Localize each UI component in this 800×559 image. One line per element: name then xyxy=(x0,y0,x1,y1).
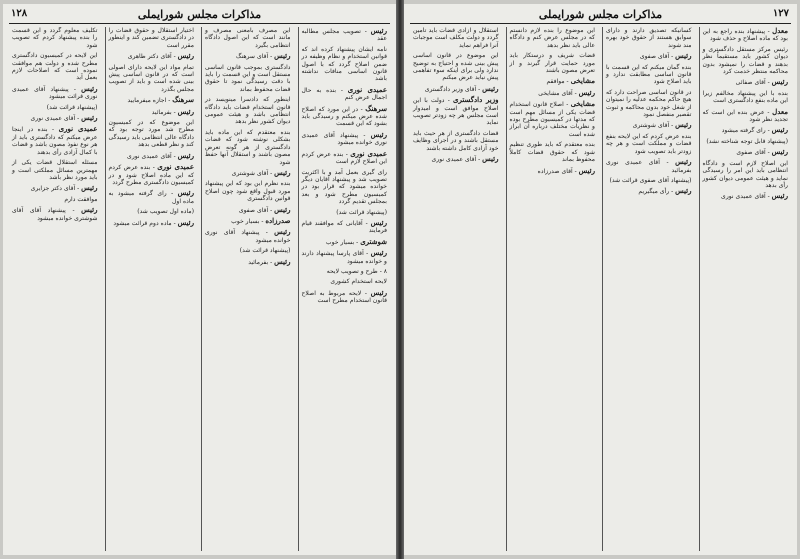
paragraph-text: دولت با این اصلاح موافق است و امیدوار است مجلس هر چه زودتر تصویب نماید xyxy=(413,97,499,127)
paragraph: رئیس - آقای صفائی xyxy=(735,77,788,87)
speaker-name: عمیدی نوری xyxy=(58,124,98,134)
paragraph: شوشتری - بسیار خوب xyxy=(325,236,387,246)
paragraph-text: بفرمائید xyxy=(151,108,172,116)
paragraph xyxy=(302,278,388,285)
paragraph: رئیس - آقایانی که موافقند قیام فرمایند xyxy=(301,217,387,235)
paragraph-text: لایحه استخدام کشوری xyxy=(330,278,387,286)
paragraph-text: این موضوع در قانون اساسی پیش بینی شده و احتیاج به توضیح ندارد ولی برای اینکه سوء تفاهمی پیش نیاید عرض میکنم xyxy=(413,52,499,82)
left-column-1 xyxy=(298,27,391,551)
paragraph: سرهنگ - در این مورد که اصلاح شده عرض میکنم و رسیدگی باید بشود که این قسمت xyxy=(301,103,387,128)
paragraph xyxy=(413,27,499,49)
paragraph: معدل - پیشنهاد بنده راجع به این بود که ماده اصلاح و حذف شود xyxy=(702,27,788,43)
paragraph xyxy=(12,159,98,181)
paragraph: رئیس - رای گرفته میشود به ماده اول xyxy=(108,188,194,205)
paragraph-text: آقای شوشتری xyxy=(632,122,670,130)
left-page-columns xyxy=(9,27,390,551)
paragraph: رئیس - آقای عمیدی نوری xyxy=(721,191,788,201)
paragraph-text: آقای شوشتری xyxy=(231,169,269,177)
paragraph xyxy=(12,27,98,49)
paragraph-text: موافقم xyxy=(546,78,565,86)
paragraph-text: در این مورد که اصلاح شده عرض میکنم و رسیدگی باید بشود که این قسمت xyxy=(301,105,387,128)
paragraph: رئیس - آقای مشایخی xyxy=(538,87,595,97)
paragraph: رئیس - بفرمائید xyxy=(248,256,291,266)
paragraph-text: آقای پارسا پیشنهاد دارند و خوانده میشود xyxy=(301,250,387,265)
paragraph: رئیس - پیشنهاد آقای نوری خوانده میشود xyxy=(205,227,291,244)
speaker-name: رئیس xyxy=(675,51,692,61)
paragraph-text: (پیشنهاد قابل توجه شناخته نشد) xyxy=(706,137,788,145)
paragraph-text: بنده در اینجا عرض میکنم که دادگستری باید از هر نوع نفوذ مصون باشد و قضات با کمال آزادی رأی بدهند xyxy=(12,126,98,156)
paragraph: مشایخی - اصلاح قانون استخدام قضات یکی از مسائل مهم است که مدتها در کمیسیون مطرح بوده و نظریات مختلف درباره آن ابراز شده است xyxy=(509,99,596,138)
paragraph xyxy=(12,104,98,111)
paragraph xyxy=(413,52,499,82)
speaker-name: رئیس xyxy=(274,51,291,61)
paragraph-text: رای گرفته میشود xyxy=(721,127,766,135)
speaker-name: رئیس xyxy=(578,165,595,175)
paragraph-text: رأی میگیریم xyxy=(638,188,670,196)
left-column-3 xyxy=(105,27,198,551)
paragraph-text: آقای مشایخی xyxy=(538,89,573,97)
speaker-name: رئیس xyxy=(771,147,788,157)
paragraph-text: مسئله استقلال قضات یکی از مهمترین مسائل مملکتی است و باید مورد نظر باشد xyxy=(12,159,98,181)
paragraph-text: بنده عرض کردم که این ماده اصلاح شود و در کمیسیون دادگستری مطرح گردد xyxy=(108,164,194,186)
speaker-name: رئیس xyxy=(274,167,291,177)
speaker-name: رئیس xyxy=(177,106,194,116)
paragraph-text: بسیار خوب xyxy=(231,217,260,225)
paragraph: رئیس - آقای دکتر طاهری xyxy=(127,51,194,61)
paragraph xyxy=(606,64,692,86)
paragraph: صدرزاده - بسیار خوب xyxy=(231,215,291,225)
paragraph-text: رئیس مرکز مستقل دادگستری و دیوان کشور باید مستقیماً نظر بدهند و قضات را نمیشود بدون محاکمه منتظر خدمت کرد xyxy=(702,45,788,76)
paragraph-text: (پیشنهاد قرائت شد) xyxy=(46,103,98,111)
paragraph-text: بفرمائید xyxy=(248,258,269,266)
paragraph-text: اجازه میفرمایید xyxy=(127,97,167,105)
paragraph-text: این مصرف بامعنی مصرف و مانند است که این اصول دادگاه انتظامی بگیرد xyxy=(205,27,291,49)
paragraph-text: عرض بنده این است که تجدید نظر شود xyxy=(702,108,788,124)
paragraph-text: آقای عمیدی نوری بفرمائید xyxy=(606,159,692,174)
paragraph-text: موافقت دارم xyxy=(64,195,98,203)
paragraph xyxy=(109,64,195,94)
paragraph: رئیس - آقای پارسا پیشنهاد دارند و خوانده میشود xyxy=(301,248,388,265)
speaker-name: رئیس xyxy=(482,83,499,93)
paragraph xyxy=(413,130,499,152)
paragraph-text: اصلاح قانون استخدام قضات یکی از مسائل مهم است که مدتها در کمیسیون مطرح بوده و نظریات مختلف درباره آن ابراز شده است xyxy=(509,101,595,138)
paragraph: مشایخی - موافقم xyxy=(546,76,595,86)
left-page xyxy=(3,4,396,555)
paragraph xyxy=(205,180,291,202)
paragraph-text: قضات شریف و درستکار باید مورد حمایت قرار گیرند و از تعرض مصون باشند xyxy=(509,52,595,75)
paragraph: عمیدی نوری - بنده در اینجا عرض میکنم که دادگستری باید از هر نوع نفوذ مصون باشد و قضات با کمال آزادی رأی بدهند xyxy=(12,124,98,156)
paragraph xyxy=(205,96,291,126)
right-column-4 xyxy=(410,27,502,551)
paragraph-text: دادگستری بموجب قانون اساسی مستقل است و این قسمت را باید با دقت رسیدگی نمود تا حقوق قضات محفوظ بماند xyxy=(205,63,291,93)
paragraph-text: آقای صدرزاده xyxy=(537,167,573,175)
binding-gutter xyxy=(396,0,404,559)
speaker-name: رئیس xyxy=(370,248,388,258)
speaker-name: رئیس xyxy=(370,287,387,297)
speaker-name: رئیس xyxy=(274,204,291,214)
speaker-name: عمیدی نوری xyxy=(347,84,387,94)
right-page-header xyxy=(410,7,791,24)
right-column-1 xyxy=(699,27,792,551)
paragraph-text: استقلال و آزادی قضات باید تأمین گردد و دولت مکلف است موجبات آنرا فراهم نماید xyxy=(413,27,499,49)
paragraph: رئیس - آقای شوشتری xyxy=(632,120,692,130)
paragraph xyxy=(703,90,789,105)
paragraph: رئیس - آقای شوشتری xyxy=(231,167,291,177)
paragraph-text: قضات دادگستری از هر حیث باید مستقل باشند و در اجرای وظایف خود آزادی کامل داشته باشند xyxy=(413,129,499,152)
paragraph-text: ماده دوم قرائت میشود xyxy=(113,219,172,227)
speaker-name: عمیدی نوری xyxy=(350,148,388,158)
paragraph: رئیس - تصویب مجلس مطالبه عقد xyxy=(301,27,387,43)
paragraph-text: آقای عمیدی نوری xyxy=(30,115,76,123)
paragraph-text: لایحه مربوط به اصلاح قانون استخدام مطرح است xyxy=(301,289,387,305)
paragraph: رئیس - آقای عمیدی نوری xyxy=(30,113,98,123)
paragraph: رئیس - آقای عمیدی نوری بفرمائید xyxy=(606,157,692,174)
paragraph: رئیس - آقای صفوی xyxy=(736,147,788,157)
paragraph xyxy=(302,268,388,275)
speaker-name: سرهنگ xyxy=(172,95,194,105)
paragraph: سرهنگ - اجازه میفرمایید xyxy=(127,95,194,105)
paragraph: رئیس - بفرمائید xyxy=(151,106,194,116)
paragraph xyxy=(703,46,789,76)
paragraph-text: آقای عمیدی نوری xyxy=(127,152,172,160)
speaker-name: شوشتری xyxy=(360,236,387,246)
paragraph: رئیس - پیشنهاد آقای آقای شوشتری خوانده میشود xyxy=(12,205,98,222)
speaker-name: رئیس xyxy=(274,227,291,237)
right-page-columns xyxy=(410,27,791,551)
paragraph: عمیدی نوری - بنده به حال اجمال عرض کنم xyxy=(301,84,387,102)
paragraph xyxy=(703,160,789,190)
paragraph-text: این موضوع را بنده لازم دانستم که در مجلس عرض کنم و دادگاه عالی باید نظر بدهد xyxy=(509,27,595,49)
speaker-name: عمیدی نوری xyxy=(157,162,195,172)
paragraph-text: (پیشنهاد قرائت شد) xyxy=(239,247,291,255)
speaker-name: رئیس xyxy=(675,157,692,167)
paragraph: رئیس - آقای وزیر دادگستری xyxy=(424,83,499,93)
paragraph-text: بنده عرض کردم که این لایحه بنفع قضات و مملکت است و هر چه زودتر باید تصویب شود xyxy=(606,132,692,155)
paragraph-text: آقای وزیر دادگستری xyxy=(424,85,477,93)
paragraph xyxy=(205,64,291,94)
paragraph xyxy=(109,27,195,49)
paragraph: رئیس - آقای عمیدی نوری xyxy=(127,150,194,160)
paragraph-text: (ماده اول تصویب شد) xyxy=(137,208,194,216)
right-page xyxy=(404,4,797,555)
paragraph xyxy=(302,46,388,83)
speaker-name: سرهنگ xyxy=(365,103,387,113)
paragraph-text: آقای دکتر جزایری xyxy=(30,185,76,193)
right-page-number: ۱۲۷ xyxy=(772,8,789,19)
paragraph-text: آقای صفوی xyxy=(238,206,269,214)
paragraph-text: بنده معتقدم که این ماده باید بشکلی نوشته شود که قضات دادگستری از هر گونه تعرض مصون باشند و استقلال آنها حفظ شود xyxy=(205,128,291,166)
speaker-name: رئیس xyxy=(81,183,98,193)
right-page-title: مذاکرات مجلس شورایملی xyxy=(538,8,663,21)
paragraph xyxy=(606,133,692,155)
speaker-name: رئیس xyxy=(370,27,387,35)
paragraph-text: تصویب مجلس مطالبه عقد xyxy=(301,28,387,43)
speaker-name: مشایخی xyxy=(570,99,596,109)
left-column-2 xyxy=(201,27,294,551)
paragraph: وزیر دادگستری - دولت با این اصلاح موافق است و امیدوار است مجلس هر چه زودتر تصویب نماید xyxy=(413,95,499,127)
paragraph xyxy=(205,27,291,49)
paragraph xyxy=(109,119,195,149)
paragraph-text: پیشنهاد آقای نوری خوانده میشود xyxy=(205,229,291,244)
paragraph: معدل - عرض بنده این است که تجدید نظر شود xyxy=(702,106,788,124)
paragraph: رئیس - آقای صدرزاده xyxy=(537,165,595,175)
paragraph-text: آقای صفوی xyxy=(736,149,766,157)
paragraph: رئیس - ماده دوم قرائت میشود xyxy=(113,217,194,227)
paragraph-text: آقای عمیدی نوری xyxy=(431,156,477,164)
speaker-name: رئیس xyxy=(177,217,194,227)
paragraph-text: آقای صفائی xyxy=(735,79,766,87)
paragraph xyxy=(703,138,789,145)
paragraph-text: آقای دکتر طاهری xyxy=(127,53,172,61)
speaker-name: وزیر دادگستری xyxy=(453,95,499,105)
paragraph: رئیس - آقای سرهنگ xyxy=(236,51,291,61)
paragraph-text: پیشنهاد بنده راجع به این بود که ماده اصلاح و حذف شود xyxy=(702,28,788,43)
paragraph-text: نامه ایشان پیشنهاد کرده اند که قوانین استخدام و نظام وظیفه در ضمن اصلاح گردد که با اصول قانون اساسی منافات نداشته باشد xyxy=(301,45,387,83)
paragraph-text: رای گرفته میشود به ماده اول xyxy=(108,190,194,205)
paragraph-text: بنده نظرم این بود که این پیشنهاد مورد قبول واقع شود چون اصلاح قوانین دادگستری xyxy=(205,180,291,203)
paragraph-text: بنده به حال اجمال عرض کنم xyxy=(301,86,387,102)
paragraph-text: آقای عمیدی نوری xyxy=(721,193,766,201)
paragraph-text: تکلیف معلوم گردد و این قسمت را بنده پیشنهاد کردم که تصویب شود xyxy=(12,27,98,49)
paragraph: رئیس - رای گرفته میشود xyxy=(721,125,788,135)
speaker-name: معدل xyxy=(772,27,788,35)
paragraph: رئیس - پیشنهاد آقای عمیدی نوری قرائت میشود xyxy=(12,83,98,101)
speaker-name: رئیس xyxy=(177,188,194,198)
paragraph-text: کسانیکه تصدیق دارند و دارای سوابق هستند از حقوق خود بهره مند شوند xyxy=(606,27,692,49)
paragraph xyxy=(302,209,388,216)
paragraph-text: آقای سرهنگ xyxy=(236,53,269,61)
speaker-name: رئیس xyxy=(274,256,291,266)
speaker-name: رئیس xyxy=(771,77,788,87)
paragraph-text: پیشنهاد آقای آقای شوشتری خوانده میشود xyxy=(12,207,98,222)
paragraph-text: بنده معتقدم که باید طوری تنظیم شود که حقوق قضات کاملاً محفوظ بماند xyxy=(509,141,595,164)
paragraph xyxy=(606,27,692,49)
speaker-name: رئیس xyxy=(675,186,692,196)
paragraph xyxy=(510,141,596,163)
paragraph: عمیدی نوری - بنده عرض کردم که این ماده اصلاح شود و در کمیسیون دادگستری مطرح گردد xyxy=(108,162,195,186)
paragraph xyxy=(606,89,692,119)
paragraph: عمیدی نوری - بنده عرض کردم این اصلاح لازم است xyxy=(301,148,388,166)
paragraph xyxy=(510,27,596,49)
speaker-name: رئیس xyxy=(771,191,788,201)
speaker-name: رئیس xyxy=(177,150,194,160)
paragraph-text: پیشنهاد آقای عمیدی نوری قرائت میشود xyxy=(12,85,98,101)
left-column-4 xyxy=(9,27,101,551)
left-page-number: ۱۲۸ xyxy=(11,8,28,19)
paragraph xyxy=(12,52,98,82)
paragraph xyxy=(205,247,291,254)
paragraph-text: (پیشنهاد قرائت شد) xyxy=(336,208,387,216)
paragraph-text: اینطور که دادسرا مینویسد در قانون استخدام قضات باید دادگاه انتظامی باشد و هیئت عمومی دیوان کشور نظر بدهد xyxy=(205,96,291,126)
speaker-name: رئیس xyxy=(482,154,499,164)
speaker-name: مشایخی xyxy=(570,76,595,86)
speaker-name: رئیس xyxy=(771,125,788,135)
speaker-name: معدل xyxy=(772,106,788,116)
paragraph: رئیس - آقای صفوی xyxy=(639,51,692,61)
paragraph: رئیس - پیشنهاد آقای عمیدی نوری خوانده میشود xyxy=(301,129,388,147)
paragraph-text: این لایحه در کمیسیون دادگستری مطرح شده و دولت هم موافقت نموده است که اصلاحات لازم بعمل آید xyxy=(12,52,98,82)
paragraph xyxy=(510,52,596,74)
paragraph: رئیس - آقای دکتر جزایری xyxy=(30,183,98,193)
speaker-name: رئیس xyxy=(81,113,98,123)
paragraph-text: این اصلاح لازم است و دادگاه انتظامی باید این امر را رسیدگی نماید و هیئت عمومی دیوان کشور رأی بدهد xyxy=(702,159,788,189)
paragraph xyxy=(12,196,98,203)
paragraph-text: این موضوع که در کمیسیون مطرح شد مورد توجه بود که دادگاه عالی انتظامی باید رسیدگی کند و نظر قطعی بدهد xyxy=(108,119,194,149)
paragraph: رئیس - آقای عمیدی نوری xyxy=(431,154,499,164)
paragraph-text: تمام مواد این لایحه دارای اصولی است که در قانون اساسی پیش بینی شده است و باید از تصویب مجلس بگذرد xyxy=(108,63,194,93)
speaker-name: صدرزاده xyxy=(265,215,291,225)
paragraph: رئیس - رأی میگیریم xyxy=(638,186,692,196)
left-page-header xyxy=(9,7,390,24)
paragraph-text: بنده عرض کردم این اصلاح لازم است xyxy=(301,150,387,166)
paragraph xyxy=(109,208,195,215)
speaker-name: رئیس xyxy=(370,217,387,227)
right-column-2 xyxy=(602,27,695,551)
paragraph xyxy=(606,177,692,184)
paragraph-text: پیشنهاد آقای عمیدی نوری خوانده میشود xyxy=(301,131,387,147)
paragraph-text: آقایانی که موافقند قیام فرمایند xyxy=(301,219,387,235)
paragraph-text: اختیار استقلال و حقوق قضات را در دادگستری تضمین کند و اینطور مقرر است xyxy=(108,27,194,49)
paragraph: رئیس - لایحه مربوط به اصلاح قانون استخدام مطرح است xyxy=(301,287,387,305)
speaker-name: رئیس xyxy=(370,129,388,139)
right-column-3 xyxy=(506,27,599,551)
left-page-title: مذاکرات مجلس شورایملی xyxy=(137,8,262,21)
paragraph-text: رای گیری بعمل آمد و با اکثریت تصویب شد و پیشنهاد آقایان دیگر خوانده میشود که قرار بود در کمیسیون مطرح شود و بعد بمجلس تقدیم گردد xyxy=(301,168,387,206)
paragraph-text: بنده گمان میکنم که این قسمت با قانون اساسی مطابقت ندارد و باید اصلاح شود xyxy=(606,63,692,86)
paragraph: رئیس - آقای صفوی xyxy=(238,204,291,214)
paragraph xyxy=(205,129,291,166)
paragraph-text: بسیار خوب xyxy=(325,238,355,246)
paragraph xyxy=(302,169,388,206)
paragraph-text: ۸ - طرح و تصویب لایحه xyxy=(326,267,387,275)
speaker-name: رئیس xyxy=(177,51,194,61)
speaker-name: رئیس xyxy=(578,87,595,97)
paragraph-text: (پیشنهاد آقای صفوی قرائت شد) xyxy=(609,176,692,184)
speaker-name: رئیس xyxy=(81,83,98,93)
paragraph-text: آقای صفوی xyxy=(639,53,670,61)
paragraph-text: در قانون اساسی صراحت دارد که هیچ حاکم محکمه عدلیه را نمیتوان از شغل خود بدون محاکمه و ثبوت تقصیر منفصل نمود xyxy=(606,88,692,119)
paragraph-text: بنده با این پیشنهاد مخالفم زیرا این ماده بنفع دادگستری است xyxy=(702,89,788,105)
speaker-name: رئیس xyxy=(81,205,98,215)
speaker-name: رئیس xyxy=(675,120,692,130)
